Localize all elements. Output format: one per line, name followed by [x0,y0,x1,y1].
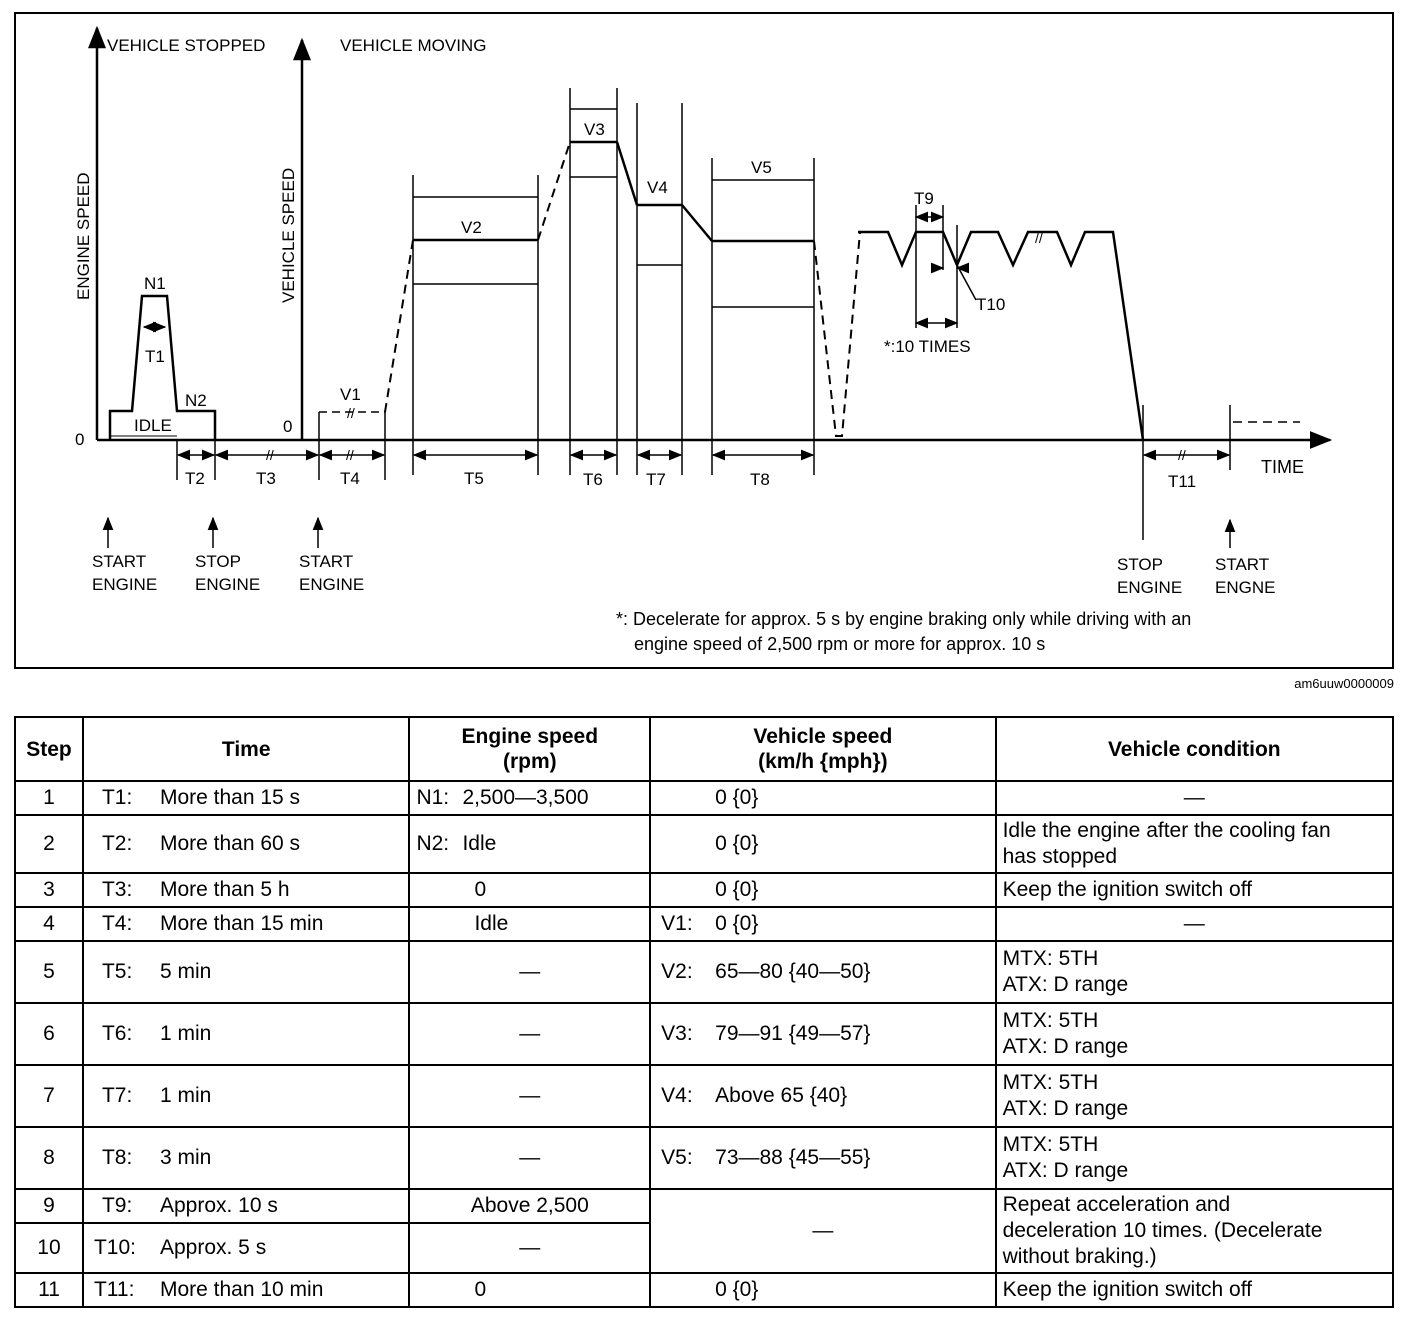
engine-value: 2,500—3,500 [462,786,589,809]
v3-band [570,88,617,475]
header-vehicle-moving: VEHICLE MOVING [340,36,487,55]
header-step: Step [15,717,83,781]
cycle-break-mark: // [1035,230,1043,246]
event-5-line2: ENGNE [1215,578,1276,597]
condition-line1: MTX: 5TH [1002,1009,1099,1032]
vehicle-value: 0 {0} [715,1278,759,1301]
accel-decel-cycles [858,232,1143,440]
vehicle-value: 0 {0} [715,786,759,809]
header-engine-line1: Engine speed [461,725,599,748]
t2-label: T2 [185,469,205,488]
v5-label: V5 [751,158,772,177]
condition-line2: ATX: D range [1002,1097,1129,1120]
table-row [15,1065,1393,1127]
t4-label: T4 [340,469,360,488]
time-cell [83,1065,409,1127]
t3-label: T3 [256,469,276,488]
header-condition: Vehicle condition [996,717,1393,781]
footnote-line1: *: Decelerate for approx. 5 s by engine braking only while driving with an [616,609,1192,629]
time-value: More than 60 s [159,832,301,855]
v3-label: V3 [584,120,605,139]
event-4-line2: ENGINE [1117,578,1183,597]
time-label: T7: [101,1084,133,1107]
time-value: 3 min [159,1146,212,1169]
condition-line2: ATX: D range [1002,1035,1129,1058]
vehicle-value: 0 {0} [715,832,759,855]
vehicle-value: 73—88 {45—55} [715,1146,871,1169]
decel-to-v4 [617,142,637,205]
time-label: T8: [101,1146,133,1169]
condition-line1: MTX: 5TH [1002,947,1099,970]
condition-cell [996,1003,1393,1065]
time-value: 1 min [159,1084,212,1107]
step-cell: 9 [15,1189,83,1223]
time-value: More than 15 min [159,912,324,935]
engine-cell: — [409,941,650,1003]
condition-line1: Idle the engine after the cooling fan [1002,819,1331,842]
vehicle-label: V2: [661,960,693,983]
step-cell: 2 [15,815,83,873]
condition-line2: has stopped [1002,845,1118,868]
step-cell: 6 [15,1003,83,1065]
time-cell [83,941,409,1003]
accel-to-v3 [538,142,570,240]
vehicle-cell [650,1273,995,1307]
condition-cell: Keep the ignition switch off [996,1273,1393,1307]
time-label: T6: [101,1022,133,1045]
event-4-line1: STOP [1117,555,1163,574]
vehicle-cell-merged: — [650,1189,995,1273]
v1-break-mark: // [347,405,355,421]
table-row [15,873,1393,907]
time-cell [83,1223,409,1273]
condition-line1: Repeat acceleration and [1002,1193,1231,1216]
vehicle-cell [650,941,995,1003]
event-3-line2: ENGINE [299,575,365,594]
vehicle-speed-axis-title: VEHICLE SPEED [279,167,298,303]
time-cell [83,781,409,815]
engine-value: Idle [474,912,509,935]
time-cell [83,907,409,941]
engine-value: 0 [474,878,487,901]
event-1-line2: ENGINE [92,575,158,594]
condition-cell-merged [996,1189,1393,1273]
condition-line2: ATX: D range [1002,973,1129,996]
step-cell: 11 [15,1273,83,1307]
t9-t10-detail [916,205,976,328]
event-2-line2: ENGINE [195,575,261,594]
step-cell: 7 [15,1065,83,1127]
time-label: T2: [101,832,133,855]
condition-cell: — [996,907,1393,941]
condition-line3: without braking.) [1002,1245,1157,1268]
engine-cell [409,873,650,907]
v4-label: V4 [647,178,668,197]
t6-label: T6 [583,470,603,489]
time-value: 5 min [159,960,212,983]
vehicle-label: V4: [661,1084,693,1107]
condition-cell: — [996,781,1393,815]
ten-times-label: *:10 TIMES [884,337,971,356]
vehicle-value: 65—80 {40—50} [715,960,871,983]
header-time: Time [83,717,409,781]
vehicle-value: 79—91 {49—57} [715,1022,871,1045]
time-cell [83,873,409,907]
condition-line2: deceleration 10 times. (Decelerate [1002,1219,1323,1242]
t9-label: T9 [914,189,934,208]
table-row [15,815,1393,873]
vehicle-value: 0 {0} [715,912,759,935]
time-label: T1: [101,786,133,809]
time-axis-title: TIME [1261,457,1304,477]
table-row [15,781,1393,815]
time-cell [83,1127,409,1189]
footnote-line2: engine speed of 2,500 rpm or more for approx. 10 s [634,634,1046,654]
engine-label: N1: [416,786,450,809]
header-vehicle-line1: Vehicle speed [753,725,893,748]
time-label: T10: [93,1236,136,1259]
t4-break-mark: // [346,447,354,463]
header-vehicle-speed [650,717,995,781]
t11-label: T11 [1168,472,1197,491]
engine-cell: — [409,1065,650,1127]
zero-label-right: 0 [283,417,293,436]
condition-cell [996,815,1393,873]
t11-break-mark: // [1178,447,1186,463]
engine-cell: — [409,1127,650,1189]
time-label: T3: [101,878,133,901]
event-5-line1: START [1215,555,1270,574]
time-value: More than 15 s [159,786,301,809]
event-1-line1: START [92,552,147,571]
engine-cell [409,781,650,815]
engine-cell: Above 2,500 [409,1189,650,1223]
condition-line1: MTX: 5TH [1002,1071,1099,1094]
accel-to-v2 [385,240,413,412]
time-label: T5: [101,960,133,983]
step-cell: 10 [15,1223,83,1273]
event-2-line1: STOP [195,552,241,571]
table-row [15,1189,1393,1223]
time-cell [83,815,409,873]
vehicle-label: V5: [661,1146,693,1169]
step-cell: 8 [15,1127,83,1189]
n2-label: N2 [185,391,207,410]
table-row [15,1003,1393,1065]
time-label: T4: [101,912,133,935]
v1-label: V1 [340,385,361,404]
time-cell [83,1003,409,1065]
zero-label-left: 0 [75,430,85,449]
time-cell [83,1273,409,1307]
vehicle-cell [650,815,995,873]
vehicle-value: 0 {0} [715,878,759,901]
decel-dip [814,232,860,436]
table-row [15,1273,1393,1307]
engine-cell [409,907,650,941]
vehicle-cell [650,1065,995,1127]
decel-to-v5 [682,205,712,241]
time-label: T9: [101,1194,133,1217]
time-value: 1 min [159,1022,212,1045]
header-engine-speed [409,717,650,781]
engine-speed-axis-title: ENGINE SPEED [74,172,93,300]
v2-label: V2 [461,218,482,237]
condition-cell [996,941,1393,1003]
vehicle-cell [650,907,995,941]
engine-label: N2: [416,832,450,855]
vehicle-label: V1: [661,912,693,935]
v4-band [637,103,682,475]
time-value: More than 10 min [159,1278,324,1301]
engine-cell: — [409,1003,650,1065]
t5-label: T5 [464,469,484,488]
t8-label: T8 [750,470,770,489]
table-row [15,907,1393,941]
step-cell: 5 [15,941,83,1003]
idle-label: IDLE [134,416,172,435]
engine-cell [409,1273,650,1307]
step-cell: 3 [15,873,83,907]
n1-label: N1 [144,274,166,293]
engine-value: Idle [462,832,497,855]
time-value: Approx. 10 s [159,1194,278,1217]
condition-cell [996,1127,1393,1189]
table-row [15,941,1393,1003]
t3-break-mark: // [266,447,274,463]
vehicle-cell [650,873,995,907]
t1-label: T1 [145,347,165,366]
header-vehicle-line2: (km/h {mph}) [758,750,888,773]
time-label: T11: [93,1278,135,1301]
table-header-row [15,717,1393,781]
step-cell: 4 [15,907,83,941]
condition-line2: ATX: D range [1002,1159,1129,1182]
step-cell: 1 [15,781,83,815]
event-3-line1: START [299,552,354,571]
vehicle-cell [650,781,995,815]
engine-value: 0 [474,1278,487,1301]
drive-cycle-table [14,716,1394,1308]
t7-label: T7 [646,470,666,489]
time-cell [83,1189,409,1223]
vehicle-label: V3: [661,1022,693,1045]
vehicle-value: Above 65 {40} [715,1084,848,1107]
engine-cell: — [409,1223,650,1273]
vehicle-cell [650,1003,995,1065]
table-row [15,1127,1393,1189]
condition-cell [996,1065,1393,1127]
header-engine-line2: (rpm) [502,750,557,773]
time-value: Approx. 5 s [159,1236,267,1259]
header-vehicle-stopped: VEHICLE STOPPED [107,36,266,55]
t10-label: T10 [976,295,1006,314]
v5-band [712,158,814,475]
time-value: More than 5 h [159,878,290,901]
condition-line1: MTX: 5TH [1002,1133,1099,1156]
figure-id: am6uuw0000009 [1294,676,1394,691]
condition-cell: Keep the ignition switch off [996,873,1393,907]
engine-cell [409,815,650,873]
vehicle-cell [650,1127,995,1189]
